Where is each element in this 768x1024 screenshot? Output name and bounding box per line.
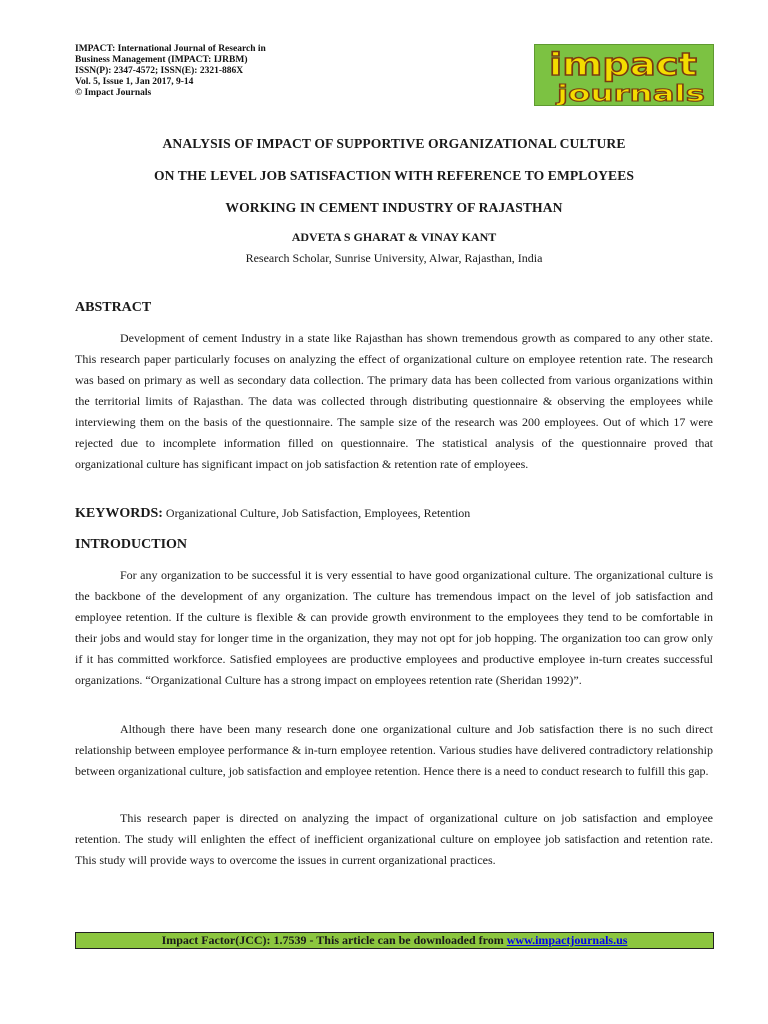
footer-link[interactable]: www.impactjournals.us (506, 933, 628, 947)
intro-paragraph-2 (75, 719, 713, 782)
authors: ADVETA S GHARAT & VINAY KANT (291, 230, 497, 244)
footer-bar (75, 932, 714, 949)
journal-issn: ISSN(P): 2347-4572; ISSN(E): 2321-886X (75, 66, 244, 76)
journal-info (75, 44, 266, 99)
abstract-text (75, 328, 713, 475)
keywords-text: Organizational Culture, Job Satisfaction, Employees, Retention (165, 506, 471, 520)
journal-name-line1: IMPACT: International Journal of Research in (75, 44, 266, 54)
keywords-label: KEYWORDS: (75, 506, 163, 521)
abstract-body: Development of cement Industry in a state like Rajasthan has shown tremendous growth as compared to any other state. This research paper particularly focuses on analyzing the effect of organizational culture on employee retention rate. The research was based on primary as well as secondary data collection. The primary data has been collected from various organizations within the territorial limits of Rajasthan. The data was collected through distributing questionnaire & observing the employees while interviewing them on the basis of the questionnaire. The sample size of the research was 200 employees. Out of which 17 were rejected due to incomplete information filled on questionnaire. The statistical analysis of the questionnaire proved that organizational culture has significant impact on job satisfaction & retention rate of employees. (75, 331, 713, 471)
paper-title (75, 134, 713, 230)
footer-text: Impact Factor(JCC): 1.7539 - This article can be downloaded from (161, 933, 507, 947)
intro-p1-text: For any organization to be successful it is very essential to have good organizational culture. The organizational culture is the backbone of the development of any organization. The culture has tremendous impact on the level of job satisfaction and employee retention. If the culture is flexible & can provide growth environment to the employees they tend to be comfortable in their jobs and would stay for longer time in the organization, they may not opt for job hopping. The organization too can grow only if it has committed workforce. Satisfied employees are productive employees and productive employee in-turn creates successful organizations. “Organizational Culture has a strong impact on employees retention rate (Sheridan 1992)”. (75, 568, 713, 687)
journal-volume: Vol. 5, Issue 1, Jan 2017, 9-14 (75, 77, 194, 87)
intro-p3-text: This research paper is directed on analyzing the impact of organizational culture on job satisfaction and employee retention. The study will enlighten the effect of inefficient organizational culture on employee job satisfaction and retention rate. This study will provide ways to overcome the issues in current organizational practices. (75, 811, 713, 867)
journal-name-line2: Business Management (IMPACT: IJRBM) (75, 55, 248, 65)
intro-p2-text: Although there have been many research done one organizational culture and Job satisfaction there is no such direct relationship between employee performance & in-turn employee retention. Various studies have delivered contradictory relationship between organizational culture, job satisfaction and employee retention. Hence there is a need to conduct research to fulfill this gap. (75, 722, 713, 778)
title-line-1: ANALYSIS OF IMPACT OF SUPPORTIVE ORGANIZATIONAL CULTURE (162, 136, 626, 151)
impact-journals-logo (534, 44, 714, 106)
abstract-heading: ABSTRACT (75, 300, 152, 315)
intro-paragraph-1 (75, 565, 713, 691)
affiliation: Research Scholar, Sunrise University, Alwar, Rajasthan, India (245, 251, 543, 265)
title-line-2: ON THE LEVEL JOB SATISFACTION WITH REFERENCE TO EMPLOYEES (153, 168, 635, 183)
intro-paragraph-3 (75, 808, 713, 871)
keywords (75, 506, 470, 522)
introduction-heading: INTRODUCTION (75, 537, 188, 552)
journal-copyright: © Impact Journals (75, 88, 152, 98)
logo-word-journals: journals (555, 82, 705, 105)
title-line-3: WORKING IN CEMENT INDUSTRY OF RAJASTHAN (225, 200, 563, 215)
logo-word-impact: impact (549, 47, 698, 83)
